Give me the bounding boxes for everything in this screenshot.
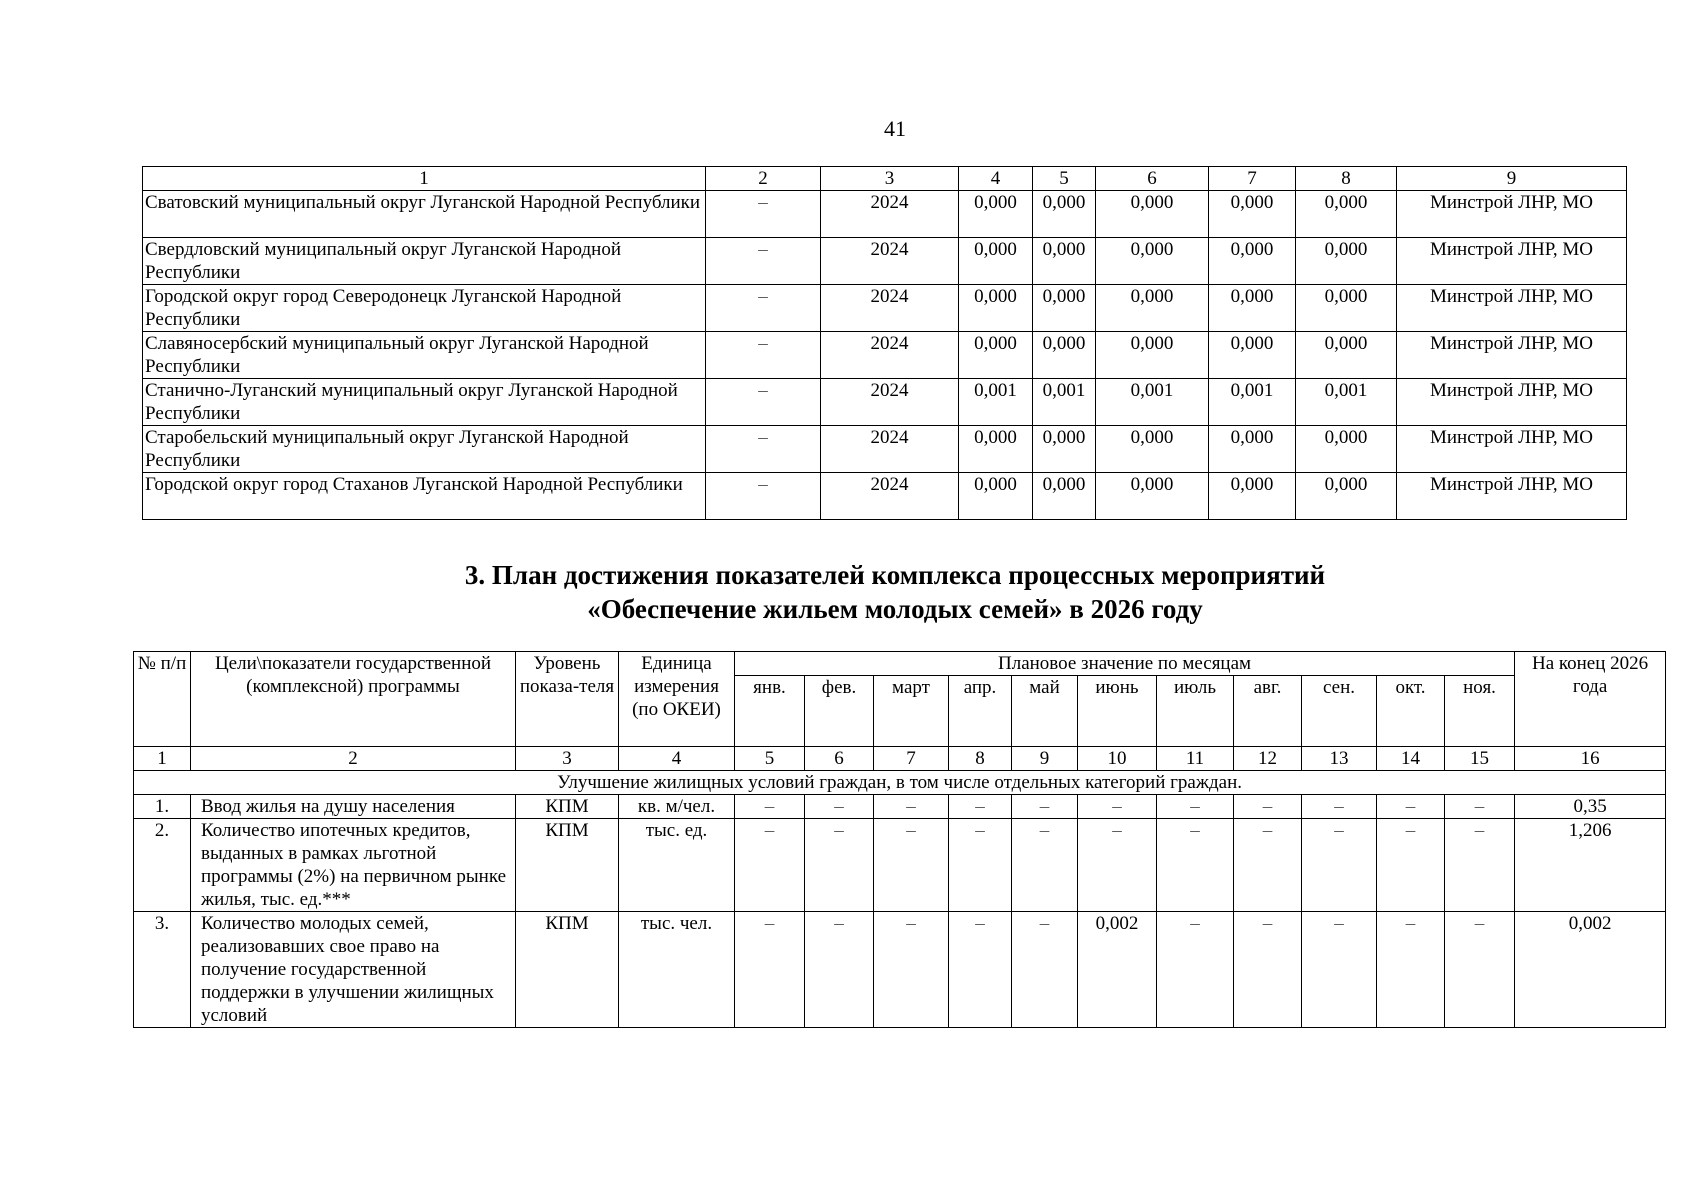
value-col-7: 0,000: [1209, 473, 1296, 520]
responsible-cell: Минстрой ЛНР, МО: [1397, 426, 1627, 473]
month-value: –: [874, 819, 949, 912]
value-col-5: 0,000: [1033, 426, 1096, 473]
month-value: –: [1078, 819, 1157, 912]
year-cell: 2024: [821, 285, 959, 332]
section-row: [134, 771, 1666, 795]
value-col-7: 0,000: [1209, 191, 1296, 238]
column-2-value: –: [706, 332, 821, 379]
municipality-name: Городской округ город Стаханов Луганской Народной Республики: [143, 473, 706, 520]
value-col-8: 0,000: [1296, 285, 1397, 332]
month-value: –: [1302, 912, 1377, 1028]
month-value: –: [1078, 795, 1157, 819]
responsible-cell: Минстрой ЛНР, МО: [1397, 191, 1627, 238]
value-col-6: 0,001: [1096, 379, 1209, 426]
month-value: 0,002: [1078, 912, 1157, 1028]
section-title-line-1: 3. План достижения показателей комплекса процессных мероприятий: [464, 560, 1326, 590]
column-number: 2: [191, 747, 516, 771]
row-number: 3.: [134, 912, 191, 1028]
month-value: –: [874, 795, 949, 819]
year-cell: 2024: [821, 379, 959, 426]
header-end: На конец 2026 года: [1515, 652, 1666, 747]
value-col-4: 0,000: [959, 285, 1033, 332]
header-planned: Плановое значение по месяцам: [735, 652, 1515, 676]
column-2-value: –: [706, 379, 821, 426]
column-number: 9: [1012, 747, 1078, 771]
municipality-name: Свердловский муниципальный округ Луганской Народной Республики: [143, 238, 706, 285]
table-row: [143, 473, 1627, 520]
value-col-6: 0,000: [1096, 238, 1209, 285]
column-number: 7: [1209, 167, 1296, 191]
value-col-4: 0,000: [959, 238, 1033, 285]
year-cell: 2024: [821, 238, 959, 285]
table-row: [143, 285, 1627, 332]
value-col-8: 0,000: [1296, 191, 1397, 238]
responsible-cell: Минстрой ЛНР, МО: [1397, 285, 1627, 332]
column-number: 8: [1296, 167, 1397, 191]
month-value: –: [1445, 912, 1515, 1028]
value-col-5: 0,000: [1033, 473, 1096, 520]
column-number: 1: [143, 167, 706, 191]
municipality-name: Станично-Луганский муниципальный округ Луганской Народной Республики: [143, 379, 706, 426]
table-row: [143, 379, 1627, 426]
column-2-value: –: [706, 473, 821, 520]
column-number: 12: [1234, 747, 1302, 771]
column-number: 8: [949, 747, 1012, 771]
value-col-4: 0,000: [959, 473, 1033, 520]
month-value: –: [1377, 912, 1445, 1028]
indicator-level: КПМ: [516, 795, 619, 819]
column-number: 11: [1157, 747, 1234, 771]
column-number: 7: [874, 747, 949, 771]
end-of-year-value: 1,206: [1515, 819, 1666, 912]
table-row: [134, 795, 1666, 819]
value-col-4: 0,000: [959, 191, 1033, 238]
column-number: 6: [1096, 167, 1209, 191]
value-col-5: 0,001: [1033, 379, 1096, 426]
month-value: –: [1302, 795, 1377, 819]
month-value: –: [949, 795, 1012, 819]
year-cell: 2024: [821, 332, 959, 379]
month-value: –: [735, 912, 805, 1028]
municipal-allocation-table: [142, 166, 1627, 520]
year-cell: 2024: [821, 426, 959, 473]
indicator-plan-table: [133, 651, 1666, 1028]
month-value: –: [805, 819, 874, 912]
month-value: –: [1445, 795, 1515, 819]
end-of-year-value: 0,35: [1515, 795, 1666, 819]
indicator-name: Количество молодых семей, реализовавших свое право на получение государственной поддержки в улучшении жилищных условий: [191, 912, 516, 1028]
column-number: 5: [1033, 167, 1096, 191]
month-header: фев.: [805, 676, 874, 747]
value-col-4: 0,000: [959, 426, 1033, 473]
month-header: май: [1012, 676, 1078, 747]
column-number: 14: [1377, 747, 1445, 771]
month-value: –: [1302, 819, 1377, 912]
column-number: 5: [735, 747, 805, 771]
month-header: март: [874, 676, 949, 747]
month-header: окт.: [1377, 676, 1445, 747]
column-number: 4: [959, 167, 1033, 191]
table-row: [143, 426, 1627, 473]
month-value: –: [1234, 912, 1302, 1028]
section-label: Улучшение жилищных условий граждан, в том числе отдельных категорий граждан.: [134, 771, 1666, 795]
value-col-8: 0,001: [1296, 379, 1397, 426]
column-number: 3: [821, 167, 959, 191]
month-header: июнь: [1078, 676, 1157, 747]
page-number: 41: [884, 116, 906, 141]
value-col-5: 0,000: [1033, 285, 1096, 332]
indicator-name: Количество ипотечных кредитов, выданных в рамках льготной программы (2%) на первичном рынке жилья, тыс. ед.***: [191, 819, 516, 912]
indicator-unit: тыс. чел.: [619, 912, 735, 1028]
municipality-name: Старобельский муниципальный округ Луганской Народной Республики: [143, 426, 706, 473]
indicator-level: КПМ: [516, 819, 619, 912]
table-row: [143, 332, 1627, 379]
value-col-6: 0,000: [1096, 285, 1209, 332]
value-col-8: 0,000: [1296, 332, 1397, 379]
column-number: 15: [1445, 747, 1515, 771]
value-col-7: 0,000: [1209, 332, 1296, 379]
month-value: –: [1377, 795, 1445, 819]
value-col-6: 0,000: [1096, 332, 1209, 379]
month-value: –: [949, 912, 1012, 1028]
value-col-5: 0,000: [1033, 191, 1096, 238]
responsible-cell: Минстрой ЛНР, МО: [1397, 238, 1627, 285]
value-col-7: 0,001: [1209, 379, 1296, 426]
month-header: ноя.: [1445, 676, 1515, 747]
responsible-cell: Минстрой ЛНР, МО: [1397, 379, 1627, 426]
column-2-value: –: [706, 191, 821, 238]
value-col-6: 0,000: [1096, 191, 1209, 238]
year-cell: 2024: [821, 473, 959, 520]
month-value: –: [949, 819, 1012, 912]
month-value: –: [1012, 912, 1078, 1028]
table-row: [143, 238, 1627, 285]
column-2-value: –: [706, 238, 821, 285]
header-level: Уровень показа-теля: [516, 652, 619, 747]
month-value: –: [805, 795, 874, 819]
value-col-6: 0,000: [1096, 473, 1209, 520]
section-title-line-2: «Обеспечение жильем молодых семей» в 2026 году: [587, 594, 1203, 624]
column-number: 6: [805, 747, 874, 771]
value-col-4: 0,000: [959, 332, 1033, 379]
value-col-7: 0,000: [1209, 426, 1296, 473]
month-value: –: [1157, 819, 1234, 912]
value-col-4: 0,001: [959, 379, 1033, 426]
value-col-7: 0,000: [1209, 285, 1296, 332]
month-header: июль: [1157, 676, 1234, 747]
column-2-value: –: [706, 285, 821, 332]
month-value: –: [735, 819, 805, 912]
header-goals: Цели\показатели государственной (комплексной) программы: [191, 652, 516, 747]
indicator-unit: кв. м/чел.: [619, 795, 735, 819]
value-col-5: 0,000: [1033, 332, 1096, 379]
value-col-8: 0,000: [1296, 238, 1397, 285]
month-value: –: [874, 912, 949, 1028]
month-value: –: [805, 912, 874, 1028]
month-header: сен.: [1302, 676, 1377, 747]
row-number: 2.: [134, 819, 191, 912]
column-number: 2: [706, 167, 821, 191]
column-number: 10: [1078, 747, 1157, 771]
month-value: –: [1012, 795, 1078, 819]
month-header: янв.: [735, 676, 805, 747]
header-num: № п/п: [134, 652, 191, 747]
column-number: 9: [1397, 167, 1627, 191]
responsible-cell: Минстрой ЛНР, МО: [1397, 473, 1627, 520]
month-value: –: [1234, 795, 1302, 819]
value-col-8: 0,000: [1296, 426, 1397, 473]
end-of-year-value: 0,002: [1515, 912, 1666, 1028]
header-unit: Единица измерения (по ОКЕИ): [619, 652, 735, 747]
column-number: 16: [1515, 747, 1666, 771]
value-col-7: 0,000: [1209, 238, 1296, 285]
column-numbers-row: [134, 747, 1666, 771]
month-header: авг.: [1234, 676, 1302, 747]
column-number: 3: [516, 747, 619, 771]
month-value: –: [1234, 819, 1302, 912]
indicator-name: Ввод жилья на душу населения: [191, 795, 516, 819]
responsible-cell: Минстрой ЛНР, МО: [1397, 332, 1627, 379]
month-value: –: [735, 795, 805, 819]
column-number: 1: [134, 747, 191, 771]
month-value: –: [1445, 819, 1515, 912]
municipality-name: Городской округ город Северодонецк Луганской Народной Республики: [143, 285, 706, 332]
municipality-name: Славяносербский муниципальный округ Луганской Народной Республики: [143, 332, 706, 379]
indicator-level: КПМ: [516, 912, 619, 1028]
column-number: 4: [619, 747, 735, 771]
month-value: –: [1157, 795, 1234, 819]
column-2-value: –: [706, 426, 821, 473]
month-value: –: [1377, 819, 1445, 912]
value-col-6: 0,000: [1096, 426, 1209, 473]
month-value: –: [1012, 819, 1078, 912]
table-row: [143, 191, 1627, 238]
value-col-8: 0,000: [1296, 473, 1397, 520]
value-col-5: 0,000: [1033, 238, 1096, 285]
municipality-name: Сватовский муниципальный округ Луганской Народной Республики: [143, 191, 706, 238]
section-title: [0, 558, 1697, 626]
table-row: [134, 819, 1666, 912]
row-number: 1.: [134, 795, 191, 819]
table-header-row: [134, 652, 1666, 676]
month-value: –: [1157, 912, 1234, 1028]
month-header: апр.: [949, 676, 1012, 747]
year-cell: 2024: [821, 191, 959, 238]
table-header-row: [143, 167, 1627, 191]
column-number: 13: [1302, 747, 1377, 771]
table-row: [134, 912, 1666, 1028]
indicator-unit: тыс. ед.: [619, 819, 735, 912]
